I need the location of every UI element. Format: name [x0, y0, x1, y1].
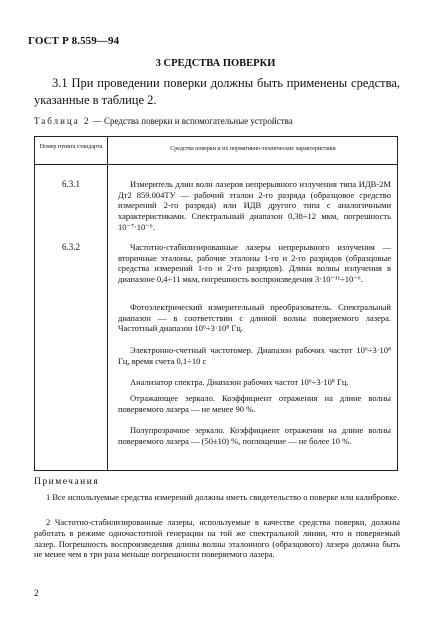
note-item: 1 Все используемые средства измерений должны иметь свидетельство о поверке или калибровке.	[46, 492, 400, 502]
table-caption	[34, 116, 293, 126]
table-row-clause: 6.3.1	[62, 179, 80, 189]
table-row-paragraph: Фотоэлектрический измерительный преобразователь. Спектральный диапазон — в соответствии с длиной волны поверяемого лазера. Частотный диапазон 10⁶÷3·10⁸ Гц.	[118, 302, 391, 334]
table-row-paragraph: Частотно-стабилизированные лазеры непрерывного излучения — вторичные эталоны, рабочие эталоны 1-го и 2-го разрядов (образцовые средства измерений 1-го и 2-го разрядов). Длина волны излучения в диапазоне 0,4÷11 мкм, погрешность воспроизведения 3·10⁻¹¹÷10⁻⁶.	[118, 242, 391, 285]
section-title: 3 СРЕДСТВА ПОВЕРКИ	[155, 58, 276, 69]
table-row-paragraph: Измеритель длин волн лазеров непрерывного излучения типа ИДВ-2М Дт2 859.004ТУ — рабочий эталон 2-го разряда (образцовое средство измерений 2-го разряда) или ИДВ другого типа с аналогичными характеристиками. Спектральный диапазон 0,38÷12 мкм, погрешность 10⁻⁷·10⁻⁶.	[118, 179, 391, 232]
equipment-table	[34, 136, 398, 471]
table-row-paragraph: Отражающее зеркало. Коэффициент отражения на длине волны поверяемого лазера — не менее 90 %.	[118, 393, 391, 414]
table-row-clause: 6.3.2	[62, 242, 80, 252]
table-header-equipment: Средства поверки и их нормативно-технические характеристики	[170, 146, 336, 152]
table-row-paragraph: Анализатор спектра. Диапазон рабочих частот 10⁶÷3·10⁸ Гц.	[130, 377, 349, 387]
document-code: ГОСТ Р 8.559—94	[28, 35, 120, 47]
table-caption-text: — Средства поверки и вспомогательные устройства	[92, 116, 293, 126]
intro-paragraph: 3.1 При проведении поверки должны быть применены средства, указанные в таблице 2.	[34, 76, 400, 107]
table-caption-label: Таблица 2	[34, 116, 91, 126]
notes-title: Примечания	[34, 477, 100, 487]
table-column-divider	[107, 137, 108, 470]
page-number: 2	[34, 588, 39, 598]
note-item: 2 Частотно-стабилизированные лазеры, используемые в качестве средства поверки, должны работать в режиме одночастотной генерации на той же спектральной линии, что и поверяемый лазер. Погрешность воспроизведения длины волны эталонного (образцового) лазера должна быть не менее чем в три раза меньше погрешности поверяемого лазера.	[34, 517, 400, 560]
table-header-clause: Номер пункта стандарта	[39, 144, 103, 150]
table-row-paragraph: Полупрозрачное зеркало. Коэффициент отражения на длине волны поверяемого лазера — (50±10) %, поглощение — не более 10 %.	[118, 425, 391, 446]
table-header-divider	[35, 164, 397, 165]
table-row-paragraph: Электронно-счетный частотомер. Диапазон рабочих частот 10⁶÷3·10⁸ Гц, время счета 0,1÷10 с	[118, 345, 391, 366]
